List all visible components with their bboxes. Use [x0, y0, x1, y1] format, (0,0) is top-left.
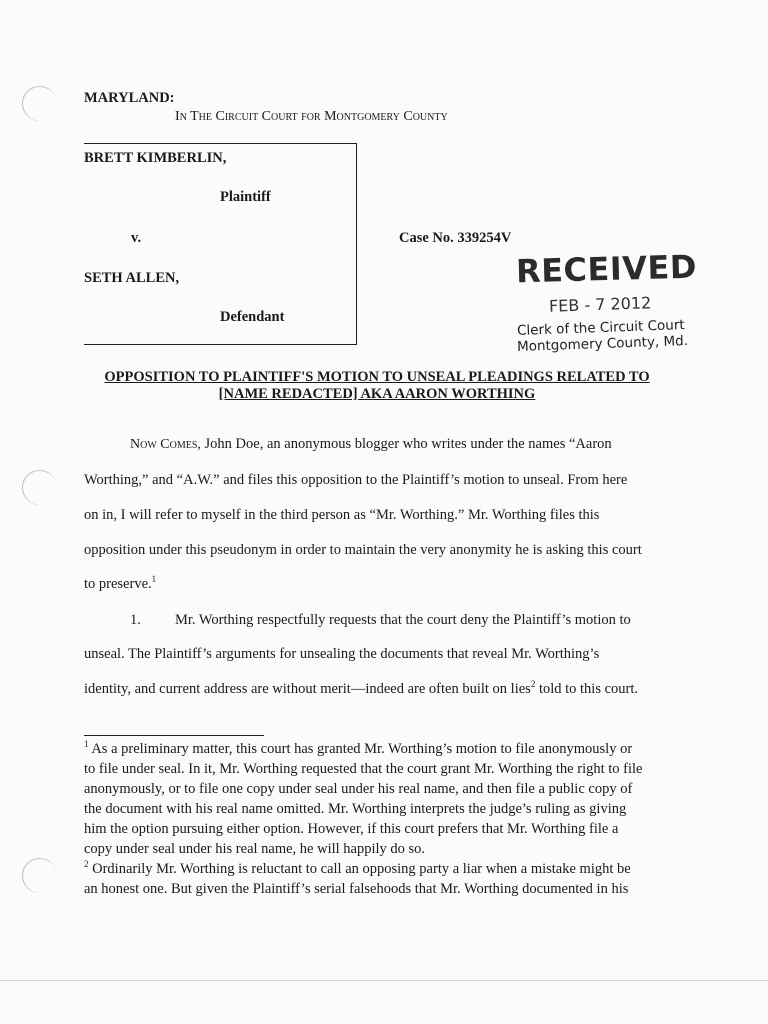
punch-hole-middle — [19, 467, 60, 508]
footnote-1-line-4: the document with his real name omitted. Mr. Worthing interprets the judge’s ruling as giving — [84, 801, 627, 817]
received-stamp-county: Montgomery County, Md. — [516, 333, 689, 355]
punch-hole-bottom — [19, 855, 60, 896]
footnote-ref-1: 1 — [151, 574, 157, 585]
plaintiff-name: BRETT KIMBERLIN, — [84, 150, 227, 166]
versus-label: v. — [131, 230, 142, 246]
received-stamp-title: RECEIVED — [515, 247, 698, 291]
para1-line-3 — [84, 681, 638, 698]
scan-edge-line — [0, 980, 768, 981]
punch-hole-top — [19, 83, 60, 124]
intro-text-1: John Doe, an anonymous blogger who writes under the names “Aaron — [204, 436, 612, 452]
footnote-2-mark: 2 — [84, 859, 89, 870]
footnote-1-line-3: anonymously, or to file one copy under seal under his real name, and then file a public copy of — [84, 781, 633, 797]
footnote-1-text-1: As a preliminary matter, this court has granted Mr. Worthing’s motion to file anonymously or — [88, 741, 633, 757]
footnote-1-mark: 1 — [84, 739, 89, 750]
para1-line-1: Mr. Worthing respectfully requests that the court deny the Plaintiff’s motion to — [175, 612, 631, 628]
court-name: In The Circuit Court for Montgomery County — [175, 109, 448, 124]
intro-line-2: Worthing,” and “A.W.” and files this opposition to the Plaintiff’s motion to unseal. From here — [84, 472, 628, 488]
document-title-line-2: [NAME REDACTED] AKA AARON WORTHING — [218, 386, 536, 402]
footnote-1-line-2: to file under seal. In it, Mr. Worthing requested that the court grant Mr. Worthing the right to file — [84, 761, 643, 777]
intro-line-3: on in, I will refer to myself in the third person as “Mr. Worthing.” Mr. Worthing files this — [84, 507, 600, 523]
para1-text-3: identity, and current address are without merit—indeed are often built on lies — [84, 681, 531, 697]
intro-text-5: to preserve. — [84, 576, 152, 592]
received-stamp-clerk: Clerk of the Circuit Court — [516, 317, 685, 339]
footnote-2-line-2: an honest one. But given the Plaintiff’s serial falsehoods that Mr. Worthing documented in his — [84, 881, 629, 897]
para1-line-2: unseal. The Plaintiff’s arguments for unsealing the documents that reveal Mr. Worthing’s — [84, 646, 600, 662]
document-title-line-1: OPPOSITION TO PLAINTIFF'S MOTION TO UNSEAL PLEADINGS RELATED TO — [104, 369, 650, 385]
footnote-2-text-1: Ordinarily Mr. Worthing is reluctant to call an opposing party a liar when a mistake might be — [88, 861, 631, 877]
intro-lead: Now Comes, — [130, 437, 201, 452]
footnote-1-line-1 — [84, 741, 632, 758]
footnote-2-line-1 — [84, 861, 631, 878]
footnote-separator — [84, 735, 264, 736]
court-state: MARYLAND: — [84, 90, 175, 106]
defendant-name: SETH ALLEN, — [84, 270, 180, 286]
defendant-role: Defendant — [220, 309, 285, 325]
footnote-1-line-6: copy under seal under his real name, he will happily do so. — [84, 841, 426, 857]
received-stamp-date: FEB - 7 2012 — [548, 293, 652, 316]
footnote-ref-2: 2 — [530, 679, 536, 690]
paragraph-number: 1. — [130, 612, 141, 628]
intro-line-5 — [84, 576, 156, 593]
footnote-1-line-5: him the option pursuing either option. However, if this court prefers that Mr. Worthing file a — [84, 821, 619, 837]
case-number: Case No. 339254V — [399, 230, 512, 246]
intro-line-4: opposition under this pseudonym in order to maintain the very anonymity he is asking this court — [84, 542, 642, 558]
para1-tail: told to this court. — [535, 681, 639, 697]
plaintiff-role: Plaintiff — [220, 189, 271, 205]
intro-line-1 — [130, 436, 612, 453]
